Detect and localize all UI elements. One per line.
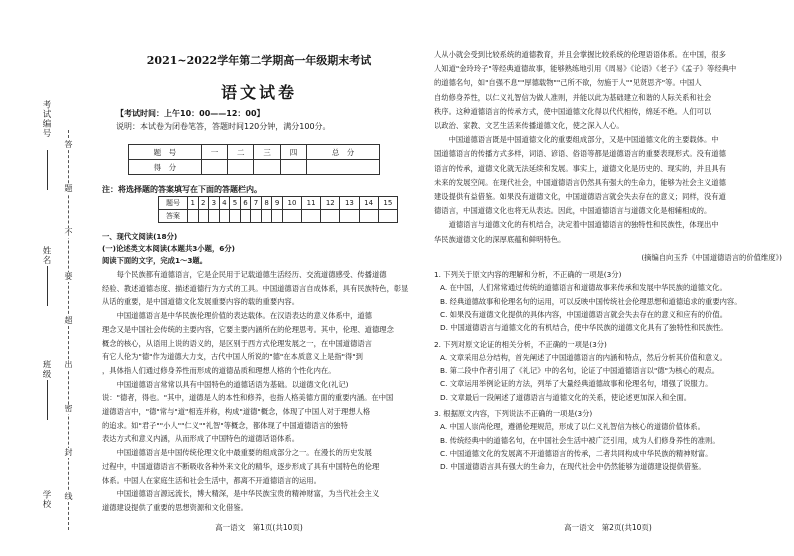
exam-number-line: [47, 150, 48, 190]
question-option[interactable]: B. 传统经典中的道德名句，在中国社会生活中被广泛引用，成为人们修身养性的准则。: [440, 435, 720, 445]
score-cell[interactable]: [280, 160, 306, 175]
answer-number: 8: [261, 197, 272, 210]
answer-number: 12: [321, 197, 340, 210]
answer-cell[interactable]: [340, 210, 359, 223]
article-line: 建设提供有益借鉴。如果没有道德文化，中国道德语言就会失去存在的意义；同样，没有道: [434, 192, 726, 201]
article-line: 德语言，中国道德文化也将无从表达。因此，中国道德语言与道德文化是相辅相成的。: [434, 206, 712, 216]
question-option[interactable]: A. 文章采用总分结构，首先阐述了中国道德语言的内涵和特点，然后分析其价值和意义。: [440, 352, 727, 362]
article-line: 理念又是中国社会传统的主要内容，它要主要内涵所在的伦理思考。其中，伦理、道德理念: [102, 324, 394, 334]
question-option[interactable]: B. 经典道德故事和伦理名句的运用，可以反映中国传统社会伦理思想和道德追求的重要内容。: [440, 296, 742, 306]
answer-number: 15: [378, 197, 397, 210]
exam-time: 【考试时间：上午10：00——12：00】: [116, 109, 265, 118]
answer-number: 14: [359, 197, 378, 210]
score-cell[interactable]: [254, 160, 280, 175]
page-footer-left: 高一语文 第1页(共10页): [215, 523, 303, 532]
article-line: 从话的重要，是中国道德文化发展重要内容的载的重要内容。: [102, 297, 300, 307]
class-line: [47, 380, 48, 420]
answer-cell[interactable]: [261, 210, 272, 223]
score-header-cell: 题 号: [129, 145, 202, 160]
article-line: 华民族道德文化的深厚底蕴和鲜明特色。: [434, 234, 566, 244]
score-cell[interactable]: [228, 160, 254, 175]
answer-number-row: [159, 197, 398, 210]
score-row-label: 得 分: [129, 160, 202, 175]
answer-cell[interactable]: [302, 210, 321, 223]
article-line: 人从小就会受到比较系统的道德教育，并且会掌握比较系统的伦理语语体系。在中国，很多: [434, 50, 726, 59]
instructions: 说明：本试卷为闭卷笔答，答题时间120分钟，满分100分。: [116, 122, 331, 131]
answer-number: 13: [340, 197, 359, 210]
class-label: 班级: [41, 360, 51, 379]
question-option[interactable]: D. 文章最后一段阐述了道德语言与道德文化的关系，使论述更加深入和全面。: [440, 392, 692, 402]
question-option[interactable]: C. 文章运用举例论证的方法，列举了大量经典道德故事和伦理名句，增强了说服力。: [440, 379, 713, 389]
answer-cell-row: [159, 210, 398, 223]
article-line: 未来的发展空间。在现代社会，中国道德语言仍然具有强大的生命力，能够为社会主义道德: [434, 177, 726, 187]
answer-number: 11: [302, 197, 321, 210]
seal-char: 线: [64, 492, 73, 501]
answer-number: 6: [240, 197, 251, 210]
article-line: 每个民族都有道德语言，它是企民用于记载道德生活经历、交流道德感受、传播道德: [102, 270, 387, 279]
page-left: [100, 0, 418, 556]
exam-number-label: 考试编号: [41, 100, 51, 138]
score-header-cell: 二: [228, 145, 254, 160]
article-line: 自幼修身养性，以仁义礼智信为做人准则，并能以此为基础建立和谐的人际关系和社会: [434, 92, 712, 102]
article-line: 中国道德语言是中国传统伦理文化中最重要的组成部分之一。在漫长的历史发展: [102, 448, 372, 458]
question-option[interactable]: C. 中国道德文化的发展离不开道德语言的传承，二者共同构成中华民族的精神财富。: [440, 448, 713, 458]
answer-note: 注：将选择题的答案填写在下面的答题栏内。: [102, 185, 262, 194]
article-line: 道德语言与道德文化的有机结合，决定着中国道德语言的独特性和民族性，体现出中: [434, 220, 719, 230]
score-header-cell: 总 分: [307, 145, 380, 160]
article-line: 语言的传承，道德文化就无法延续和发展。事实上，道德文化是历史的、现实的，并且具有: [434, 163, 726, 173]
answer-number: 1: [187, 197, 198, 210]
article-line: 道德语言中，"德"常与"道"相连并称，构成"道德"概念，体现了中国人对于理想人格: [102, 407, 371, 416]
article-line: 体系。中国人在家庭生活和社会生活中，都离不开道德语言的运用。: [102, 475, 321, 485]
article-line: 中国道德语言是中华民族伦理价值的表达载体。在汉语表达的意义体系中，道德: [102, 311, 372, 321]
question-option[interactable]: D. 中国道德语言具有强大的生命力，在现代社会中仍然能够为道德建设提供借鉴。: [440, 462, 706, 472]
answer-cell[interactable]: [321, 210, 340, 223]
score-header-cell: 三: [254, 145, 280, 160]
question-stem: 1. 下列关于原文内容的理解和分析，不正确的一项是(3分): [434, 270, 622, 279]
article-line: 表达方式和意义内涵，从而形成了中国特色的道德话语体系。: [102, 434, 300, 444]
article-line: 中国道德语言既是中国道德文化的重要组成部分，又是中国道德文化的主要载体。中: [434, 135, 719, 145]
question-option[interactable]: A. 中国人崇尚伦理，遵循伦理规范，形成了以仁义礼智信为核心的道德价值体系。: [440, 422, 705, 432]
name-label: 姓名: [41, 246, 51, 265]
name-line: [47, 266, 48, 306]
score-table: [128, 144, 380, 175]
question-option[interactable]: C. 如果没有道德文化提供的具体内容，中国道德语言就会失去存在的意义和应有的价值。: [440, 309, 728, 319]
answer-cell[interactable]: [272, 210, 283, 223]
seal-char: 密: [64, 404, 73, 413]
answer-cell[interactable]: [219, 210, 230, 223]
exam-title: 2021~2022学年第二学期高一年级期末考试: [146, 54, 372, 67]
question-stem: 3. 根据原文内容，下列说法不正确的一项是(3分): [434, 409, 593, 418]
seal-char: 答: [64, 140, 73, 149]
score-cell[interactable]: [307, 160, 380, 175]
seal-char: 超: [64, 316, 73, 325]
reading-prompt: 阅读下面的文字，完成1～3题。: [102, 256, 208, 265]
article-line: 有它人伦为"德"作为道德大力支，古代中国人所说的"德"在本质意义上是指"得"到: [102, 352, 363, 362]
article-line: 经验、教述道德态度、描述道德行为方式的工具。中国道德语言自成体系，具有民族特色，彰显: [102, 283, 409, 293]
seal-char: 要: [64, 272, 73, 281]
score-header-cell: 一: [201, 145, 227, 160]
answer-cell[interactable]: [240, 210, 251, 223]
seal-char: 封: [64, 448, 73, 457]
answer-number: 7: [251, 197, 262, 210]
page-footer-right: 高一语文 第2页(共10页): [564, 523, 652, 532]
score-header-cell: 四: [280, 145, 306, 160]
article-line: 以政治、家教、文艺生活来传播道德文化，使之深入人心。: [434, 121, 624, 130]
subject-title: 语文试卷: [220, 83, 297, 102]
subsection-heading: (一)论述类文本阅读(本题共3小题，6分): [102, 244, 235, 253]
article-line: 中国道德语言源远流长，博大精深，是中华民族宝贵的精神财富，为当代社会主义: [102, 489, 380, 499]
answer-cell[interactable]: [282, 210, 301, 223]
question-option[interactable]: B. 第二段中作者引用了《礼记》中的名句，论证了中国道德语言以"德"为核心的观点。: [440, 366, 720, 376]
article-line: 道德建设提供了重要的思想资源和文化借鉴。: [102, 502, 248, 512]
answer-cell[interactable]: [209, 210, 220, 223]
answer-a-label: 答案: [159, 210, 188, 223]
school-label: 学校: [41, 490, 51, 509]
question-stem: 2. 下列对原文论证的相关分析，不正确的一项是(3分): [434, 339, 607, 349]
section-heading: 一、现代文阅读(18分): [102, 232, 178, 241]
article-line: 国道德语言的传播方式多样，词语、谚语、俗语等都是道德语言的重要表现形式。没有道德: [434, 149, 726, 159]
question-option[interactable]: D. 中国道德语言与道德文化的有机结合，使中华民族的道德文化具有了独特性和民族性。: [440, 323, 728, 333]
score-table-row: [129, 160, 380, 175]
score-table-header: [129, 145, 380, 160]
answer-cell[interactable]: [359, 210, 378, 223]
seal-char: 出: [64, 360, 73, 369]
article-line: ，具体指人们通过修身养性而形成的道德品质和理想人格的个性化内在。: [102, 365, 336, 375]
seal-char: 题: [64, 184, 73, 193]
answer-number: 10: [282, 197, 301, 210]
answer-number: 3: [209, 197, 220, 210]
answer-cell[interactable]: [251, 210, 262, 223]
answer-number: 9: [272, 197, 283, 210]
score-cell[interactable]: [201, 160, 227, 175]
answer-cell[interactable]: [198, 210, 209, 223]
seal-char: 不: [64, 228, 73, 237]
answer-cell[interactable]: [230, 210, 241, 223]
answer-q-label: 题号: [159, 197, 188, 210]
article-source: (摘编自向玉乔《中国道德语言的价值维度》): [641, 253, 782, 262]
article-line: 的追求。如"君子""小人""仁义""礼智"等概念，都体现了中国道德语言的独特: [102, 420, 348, 430]
answer-cell[interactable]: [187, 210, 198, 223]
answer-number: 5: [230, 197, 241, 210]
article-line: 中国道德语言常常以具有中国特色的道德话语为基础。以道德文化(礼记): [102, 379, 349, 389]
article-line: 过程中，中国道德语言不断吸收各种外来文化的精华，逐步形成了具有中国特色的伦理: [102, 461, 380, 471]
article-line: 人知道"金玲玲子"等经典道德故事，能够熟练地引用《周易》《论语》《老子》《孟子》等经典中: [434, 64, 737, 74]
article-line: 秩序。这种道德语言的传承方式，使中国道德文化得以代代相传，绵延不绝。人们可以: [434, 106, 712, 116]
article-line: 概念的核心，从语用上说的语义的，是区别于西方式伦理发展之一，在中国道德语言: [102, 338, 372, 348]
article-line: 说："德者，得也。"其中，道德是人的本性和修养，也指人格美德方面的重要内涵。在中国: [102, 393, 394, 403]
answer-cell[interactable]: [378, 210, 397, 223]
answer-table: [158, 196, 398, 223]
binding-strip: [0, 0, 100, 556]
article-line: 的道德名句，如"自强不息""厚德载物""己所不欲，勿施于人""见贤思齐"等。中国人: [434, 78, 702, 88]
answer-number: 4: [219, 197, 230, 210]
answer-number: 2: [198, 197, 209, 210]
page-right: [430, 0, 786, 556]
question-option[interactable]: A. 在中国，人们常常通过传统的道德语言和道德故事来传承和发展中华民族的道德文化。: [440, 283, 727, 293]
